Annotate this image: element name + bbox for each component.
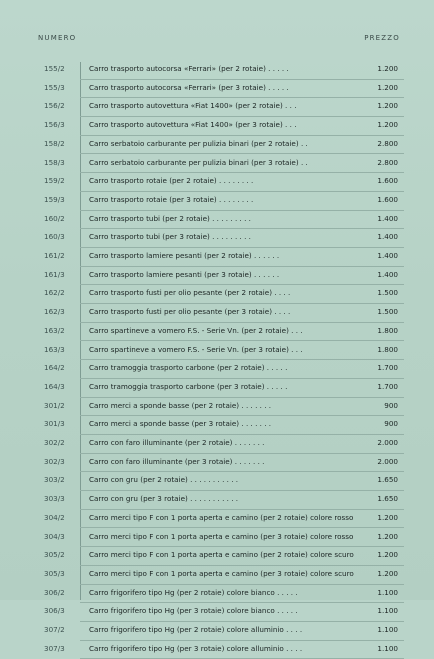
item-number: 156/2 <box>44 101 65 111</box>
item-description: Carro trasporto lamiere pesanti (per 3 rotaie) . . . . . . <box>89 269 280 279</box>
item-price: 1.200 <box>377 550 398 560</box>
table-row <box>0 155 434 174</box>
item-number: 303/3 <box>44 494 65 504</box>
item-price: 2.000 <box>377 438 398 447</box>
item-number: 305/3 <box>44 568 65 578</box>
item-price: 1.200 <box>377 82 398 92</box>
item-description: Carro tramoggia trasporto carbone (per 3 rotaie) . . . . . <box>89 381 288 391</box>
item-number: 302/2 <box>44 438 65 447</box>
item-description: Carro merci tipo F con 1 porta aperta e camino (per 2 rotaie) colore rosso <box>89 512 354 522</box>
item-price: 1.100 <box>377 606 398 616</box>
item-price: 2.000 <box>377 456 398 466</box>
item-number: 307/2 <box>44 625 65 634</box>
table-row <box>0 117 434 136</box>
item-price: 900 <box>384 419 398 429</box>
item-price: 1.200 <box>377 101 398 111</box>
item-description: Carro trasporto fusti per olio pesante (per 2 rotaie) . . . . <box>89 288 291 298</box>
table-row <box>0 398 434 417</box>
item-description: Carro trasporto tubi (per 2 rotaie) . . . . . . . . . <box>89 213 251 223</box>
table-row <box>0 585 434 604</box>
item-number: 307/3 <box>44 643 65 653</box>
item-price: 1.500 <box>377 288 398 298</box>
table-row <box>0 304 434 323</box>
item-price: 1.200 <box>377 512 398 522</box>
item-description: Carro con faro illuminante (per 2 rotaie) . . . . . . . <box>89 438 265 447</box>
item-description: Carro frigorifero tipo Hg (per 2 rotaie) colore bianco . . . . . <box>89 587 298 597</box>
item-description: Carro merci a sponde basse (per 3 rotaie) . . . . . . . <box>89 419 272 429</box>
item-price: 1.800 <box>377 344 398 354</box>
table-row <box>0 342 434 361</box>
item-price: 1.200 <box>377 531 398 541</box>
item-price: 1.200 <box>377 120 398 130</box>
item-price: 1.650 <box>377 494 398 504</box>
item-description: Carro trasporto fusti per olio pesante (per 3 rotaie) . . . . <box>89 307 291 317</box>
item-number: 160/2 <box>44 213 65 223</box>
item-number: 158/3 <box>44 157 65 167</box>
item-description: Carro merci tipo F con 1 porta aperta e camino (per 3 rotaie) colore scuro <box>89 568 354 578</box>
item-price: 900 <box>384 400 398 410</box>
table-row <box>0 211 434 230</box>
table-row <box>0 547 434 566</box>
item-price: 1.200 <box>377 568 398 578</box>
item-price: 1.100 <box>377 587 398 597</box>
item-description: Carro frigorifero tipo Hg (per 3 rotaie) colore alluminio . . . . <box>89 643 303 653</box>
item-price: 1.500 <box>377 307 398 317</box>
item-number: 304/3 <box>44 531 65 541</box>
item-number: 164/3 <box>44 381 65 391</box>
item-number: 163/3 <box>44 344 65 354</box>
item-description: Carro trasporto lamiere pesanti (per 2 rotaie) . . . . . . <box>89 251 280 260</box>
table-row <box>0 641 434 659</box>
item-description: Carro frigorifero tipo Hg (per 2 rotaie) colore alluminio . . . . <box>89 625 303 634</box>
item-number: 156/3 <box>44 120 65 130</box>
item-description: Carro serbatoio carburante per pulizia binari (per 3 rotaie) . . <box>89 157 308 167</box>
table-row <box>0 285 434 304</box>
item-number: 306/2 <box>44 587 65 597</box>
table-row <box>0 529 434 548</box>
item-number: 302/3 <box>44 456 65 466</box>
table-row <box>0 267 434 286</box>
table-row <box>0 566 434 585</box>
item-description: Carro trasporto autovettura «Fiat 1400» (per 3 rotaie) . . . <box>89 120 297 130</box>
item-number: 301/2 <box>44 400 65 410</box>
item-price: 1.800 <box>377 325 398 335</box>
item-number: 164/2 <box>44 363 65 373</box>
item-number: 159/3 <box>44 194 65 204</box>
table-row <box>0 61 434 80</box>
table-row <box>0 416 434 435</box>
item-description: Carro trasporto autocorsa «Ferrari» (per 2 rotaie) . . . . . <box>89 64 289 73</box>
table-row <box>0 360 434 379</box>
item-price: 1.400 <box>377 213 398 223</box>
item-number: 162/2 <box>44 288 65 298</box>
item-description: Carro trasporto tubi (per 3 rotaie) . . . . . . . . . <box>89 232 251 242</box>
table-row <box>0 491 434 510</box>
item-price: 1.700 <box>377 363 398 373</box>
header-numero: NUMERO <box>38 34 77 42</box>
item-description: Carro merci a sponde basse (per 2 rotaie) . . . . . . . <box>89 400 272 410</box>
item-number: 161/3 <box>44 269 65 279</box>
table-row <box>0 622 434 641</box>
item-number: 155/3 <box>44 82 65 92</box>
table-row <box>0 248 434 267</box>
item-number: 305/2 <box>44 550 65 560</box>
item-price: 1.100 <box>377 625 398 634</box>
item-price: 2.800 <box>377 138 398 148</box>
table-row <box>0 435 434 454</box>
table-row <box>0 98 434 117</box>
item-description: Carro trasporto rotaie (per 3 rotaie) . . . . . . . . <box>89 194 254 204</box>
item-description: Carro trasporto autocorsa «Ferrari» (per 3 rotaie) . . . . . <box>89 82 289 92</box>
item-price: 1.400 <box>377 232 398 242</box>
item-number: 306/3 <box>44 606 65 616</box>
item-description: Carro spartineve a vomero F.S. - Serie Vn. (per 2 rotaie) . . . <box>89 325 303 335</box>
table-row <box>0 323 434 342</box>
table-row <box>0 192 434 211</box>
item-price: 1.400 <box>377 251 398 260</box>
item-description: Carro merci tipo F con 1 porta aperta e camino (per 3 rotaie) colore rosso <box>89 531 354 541</box>
item-description: Carro con gru (per 2 rotaie) . . . . . . . . . . . <box>89 475 239 485</box>
item-description: Carro trasporto autovettura «Fiat 1400» (per 2 rotaie) . . . <box>89 101 297 111</box>
item-price: 1.200 <box>377 64 398 73</box>
item-number: 158/2 <box>44 138 65 148</box>
item-description: Carro con faro illuminante (per 3 rotaie) . . . . . . . <box>89 456 265 466</box>
item-description: Carro frigorifero tipo Hg (per 3 rotaie) colore bianco . . . . . <box>89 606 298 616</box>
item-number: 163/2 <box>44 325 65 335</box>
item-description: Carro con gru (per 3 rotaie) . . . . . . . . . . . <box>89 494 239 504</box>
item-number: 301/3 <box>44 419 65 429</box>
table-row <box>0 173 434 192</box>
item-description: Carro serbatoio carburante per pulizia binari (per 2 rotaie) . . <box>89 138 308 148</box>
table-row <box>0 603 434 622</box>
item-number: 155/2 <box>44 64 65 73</box>
item-number: 161/2 <box>44 251 65 260</box>
table-row <box>0 80 434 99</box>
table-row <box>0 379 434 398</box>
table-row <box>0 472 434 491</box>
item-price: 2.800 <box>377 157 398 167</box>
item-number: 160/3 <box>44 232 65 242</box>
item-number: 162/3 <box>44 307 65 317</box>
item-description: Carro tramoggia trasporto carbone (per 2 rotaie) . . . . . <box>89 363 288 373</box>
item-number: 303/2 <box>44 475 65 485</box>
item-price: 1.100 <box>377 643 398 653</box>
item-description: Carro spartineve a vomero F.S. - Serie Vn. (per 3 rotaie) . . . <box>89 344 303 354</box>
item-price: 1.400 <box>377 269 398 279</box>
header-prezzo: PREZZO <box>364 34 400 42</box>
item-price: 1.600 <box>377 194 398 204</box>
item-price: 1.700 <box>377 381 398 391</box>
item-number: 159/2 <box>44 176 65 186</box>
item-number: 304/2 <box>44 512 65 522</box>
table-row <box>0 136 434 155</box>
table-row <box>0 510 434 529</box>
item-description: Carro trasporto rotaie (per 2 rotaie) . . . . . . . . <box>89 176 254 186</box>
item-description: Carro merci tipo F con 1 porta aperta e camino (per 2 rotaie) colore scuro <box>89 550 354 560</box>
table-row <box>0 454 434 473</box>
item-price: 1.600 <box>377 176 398 186</box>
table-row <box>0 229 434 248</box>
item-price: 1.650 <box>377 475 398 485</box>
